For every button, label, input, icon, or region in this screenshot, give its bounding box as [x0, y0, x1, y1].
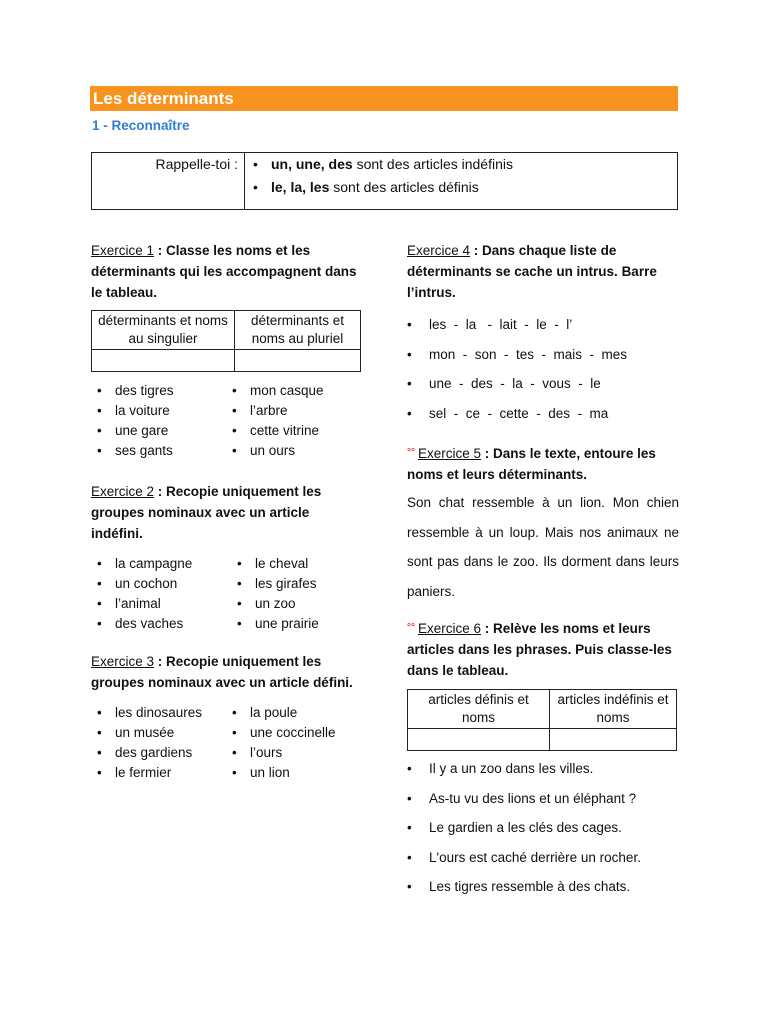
- bullet-icon: •: [97, 745, 102, 760]
- table-header: articles définis et noms: [408, 690, 550, 729]
- right-column: [407, 240, 679, 902]
- list-item: • un musée: [91, 723, 226, 743]
- bullet-icon: •: [97, 765, 102, 780]
- bullet-icon: •: [232, 725, 237, 740]
- list-item: • la voiture: [91, 401, 226, 421]
- bullet-icon: •: [97, 616, 102, 631]
- list-item: • des gardiens: [91, 743, 226, 763]
- reminder-label: Rappelle-toi :: [92, 153, 245, 209]
- bullet-icon: •: [232, 403, 237, 418]
- exercise-2-title: [91, 481, 361, 544]
- table-cell[interactable]: [92, 350, 235, 372]
- exercise-4-list: [407, 310, 679, 428]
- bullet-icon: •: [232, 745, 237, 760]
- exercise-1-word-list: [91, 381, 361, 461]
- bullet-icon: •: [97, 556, 102, 571]
- reminder-item: [253, 178, 677, 201]
- list-item: • une gare: [91, 421, 226, 441]
- list-item: • mon casque: [226, 381, 324, 401]
- reminder-articles: un, une, des: [271, 156, 353, 172]
- reminder-articles: le, la, les: [271, 179, 330, 195]
- bullet-icon: •: [407, 317, 412, 332]
- difficulty-stars: °°: [407, 622, 415, 633]
- bullet-icon: •: [232, 443, 237, 458]
- exercise-3-name: Exercice 3: [91, 654, 155, 669]
- table-header: articles indéfinis et noms: [550, 690, 677, 729]
- list-item: • un zoo: [231, 594, 319, 614]
- bullet-icon: •: [237, 616, 242, 631]
- exercise-4-title: [407, 240, 679, 303]
- list-item: • un ours: [226, 441, 324, 461]
- reminder-list: [245, 153, 677, 209]
- bullet-icon: •: [237, 596, 242, 611]
- page-title: Les déterminants: [90, 86, 678, 111]
- list-item: • la poule: [226, 703, 336, 723]
- list-item: • Il y a un zoo dans les villes.: [407, 754, 679, 784]
- list-item: • un lion: [226, 763, 336, 783]
- list-item: • Les tigres ressemble à des chats.: [407, 872, 679, 902]
- exercise-6-title: [407, 617, 679, 681]
- table-cell[interactable]: [550, 729, 677, 751]
- reminder-box: [91, 152, 678, 210]
- list-item: • des vaches: [91, 614, 231, 634]
- bullet-icon: •: [97, 576, 102, 591]
- list-item: • une coccinelle: [226, 723, 336, 743]
- list-item: • Le gardien a les clés des cages.: [407, 813, 679, 843]
- exercise-3-title: [91, 651, 361, 693]
- exercise-6-table: [407, 689, 677, 751]
- exercise-5-title: [407, 442, 679, 485]
- exercise-6-list: [407, 754, 679, 902]
- exercise-2-name: Exercice 2: [91, 484, 155, 499]
- list-item: • les - la - lait - le - l’: [407, 310, 679, 340]
- bullet-icon: •: [237, 556, 242, 571]
- exercise-1-instruction: : Classe les noms et les déterminants qui les accompagnent dans le tableau.: [91, 243, 357, 300]
- bullet-icon: •: [97, 443, 102, 458]
- exercise-1-name: Exercice 1: [91, 243, 155, 258]
- bullet-icon: •: [232, 423, 237, 438]
- exercise-5-text: Son chat ressemble à un lion. Mon chien ressemble à un loup. Mais nos animaux ne sont pas dans le zoo. Ils dorment dans leurs paniers.: [407, 495, 679, 599]
- table-cell[interactable]: [408, 729, 550, 751]
- exercise-1-title: [91, 240, 361, 303]
- bullet-icon: •: [407, 849, 412, 865]
- list-item: • la campagne: [91, 554, 231, 574]
- bullet-icon: •: [253, 156, 258, 172]
- bullet-icon: •: [232, 705, 237, 720]
- list-item: • un cochon: [91, 574, 231, 594]
- list-item: • L'ours est caché derrière un rocher.: [407, 843, 679, 873]
- bullet-icon: •: [232, 765, 237, 780]
- list-item: • les girafes: [231, 574, 319, 594]
- bullet-icon: •: [253, 179, 258, 195]
- exercise-4-name: Exercice 4: [407, 243, 471, 258]
- bullet-icon: •: [97, 403, 102, 418]
- list-item: • mon - son - tes - mais - mes: [407, 340, 679, 370]
- difficulty-stars: °°: [407, 447, 415, 458]
- list-item: • des tigres: [91, 381, 226, 401]
- bullet-icon: •: [97, 383, 102, 398]
- bullet-icon: •: [407, 790, 412, 806]
- table-header: déterminants et noms au pluriel: [235, 311, 361, 350]
- reminder-item: [253, 155, 677, 178]
- bullet-icon: •: [237, 576, 242, 591]
- exercise-3-word-list: [91, 703, 361, 783]
- reminder-text: sont des articles indéfinis: [352, 156, 513, 172]
- section-title: 1 - Reconnaître: [92, 118, 190, 133]
- exercise-3-instruction: : Recopie uniquement les groupes nominaux avec un article défini.: [91, 654, 353, 690]
- exercise-1-table: [91, 310, 361, 372]
- exercise-2-word-list: [91, 554, 361, 634]
- list-item: • sel - ce - cette - des - ma: [407, 399, 679, 429]
- bullet-icon: •: [407, 761, 412, 776]
- exercise-4-instruction: : Dans chaque liste de déterminants se cache un intrus. Barre l’intrus.: [407, 243, 657, 300]
- list-item: • ses gants: [91, 441, 226, 461]
- table-cell[interactable]: [235, 350, 361, 372]
- bullet-icon: •: [407, 405, 412, 421]
- list-item: • As-tu vu des lions et un éléphant ?: [407, 784, 679, 814]
- exercise-5-instruction: : Dans le texte, entoure les noms et leurs déterminants.: [407, 446, 656, 482]
- bullet-icon: •: [97, 705, 102, 720]
- bullet-icon: •: [407, 820, 412, 835]
- list-item: • une - des - la - vous - le: [407, 369, 679, 399]
- list-item: • une prairie: [231, 614, 319, 634]
- bullet-icon: •: [407, 376, 412, 391]
- bullet-icon: •: [97, 725, 102, 740]
- bullet-icon: •: [97, 596, 102, 611]
- list-item: • cette vitrine: [226, 421, 324, 441]
- exercise-6-instruction: : Relève les noms et leurs articles dans les phrases. Puis classe-les dans le tableau.: [407, 621, 672, 678]
- bullet-icon: •: [407, 346, 412, 362]
- list-item: • le fermier: [91, 763, 226, 783]
- exercise-5-name: Exercice 5: [418, 446, 482, 461]
- exercise-6-name: Exercice 6: [418, 621, 482, 636]
- bullet-icon: •: [97, 423, 102, 438]
- list-item: • le cheval: [231, 554, 319, 574]
- list-item: • les dinosaures: [91, 703, 226, 723]
- list-item: • l’ours: [226, 743, 336, 763]
- list-item: • l’animal: [91, 594, 231, 614]
- left-column: [91, 240, 361, 783]
- table-header: déterminants et noms au singulier: [92, 311, 235, 350]
- exercise-2-instruction: : Recopie uniquement les groupes nominaux avec un article indéfini.: [91, 484, 322, 541]
- bullet-icon: •: [232, 383, 237, 398]
- reminder-text: sont des articles définis: [329, 179, 479, 195]
- list-item: • l’arbre: [226, 401, 324, 421]
- bullet-icon: •: [407, 879, 412, 894]
